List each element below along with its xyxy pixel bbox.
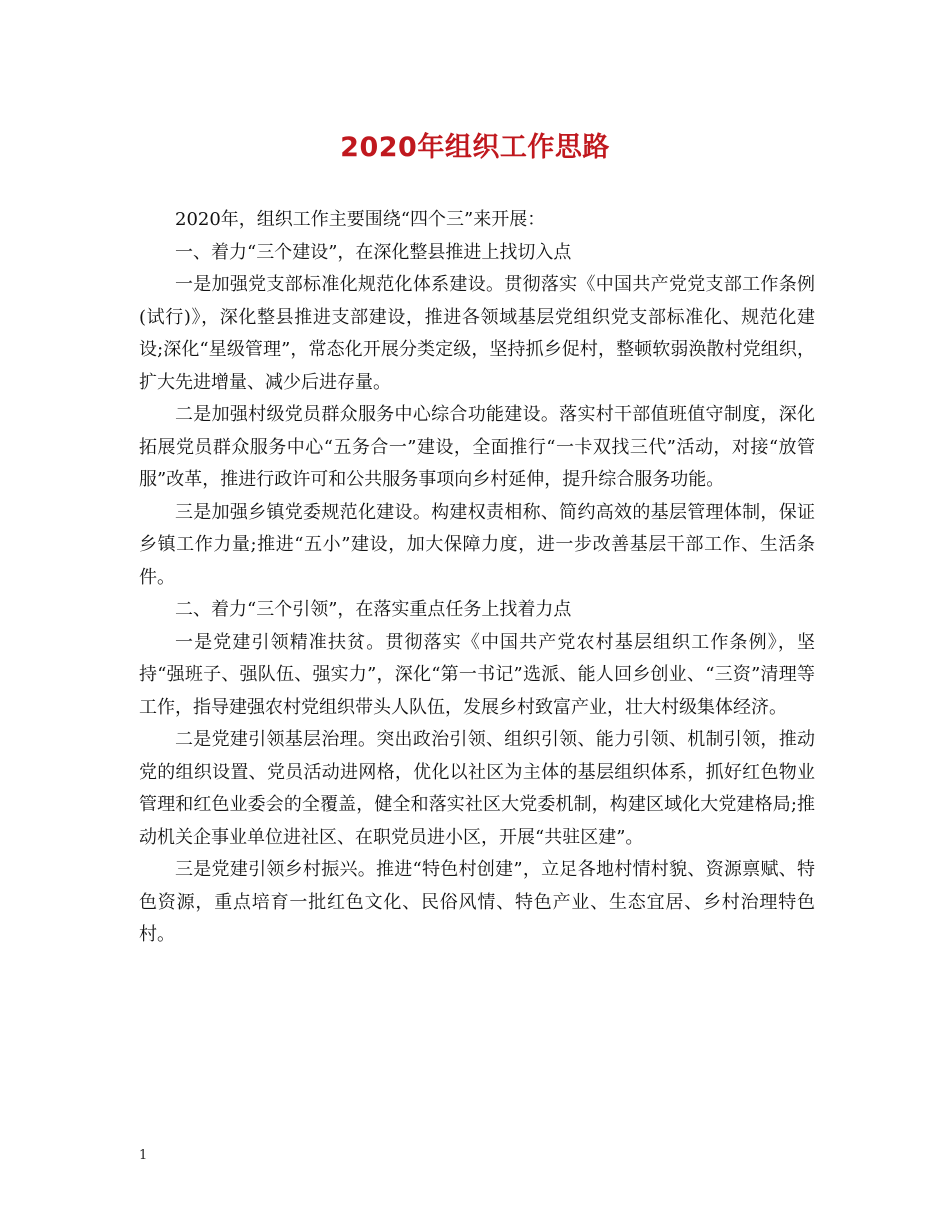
section-heading-2: 二、着力“三个引领”，在落实重点任务上找着力点: [175, 599, 572, 620]
page-number: 1: [139, 1148, 148, 1163]
paragraph-2-3: 三是党建引领乡村振兴。推进“特色村创建”，立足各地村情村貌、资源禀赋、特色资源，重点培育一批红色文化、民俗风情、特色产业、生态宜居、乡村治理特色村。: [139, 859, 815, 945]
document-body: [139, 204, 815, 952]
document-title: 2020年组织工作思路: [340, 132, 610, 163]
paragraph-2-2: 二是党建引领基层治理。突出政治引领、组织引领、能力引领、机制引领，推动党的组织设置、党员活动进网格，优化以社区为主体的基层组织体系，抓好红色物业管理和红色业委会的全覆盖，健全和落实社区大党委机制，构建区域化大党建格局;推动机关企事业单位进社区、在职党员进小区，开展“共驻区建”。: [139, 729, 815, 848]
paragraph-1-1: 一是加强党支部标准化规范化体系建设。贯彻落实《中国共产党党支部工作条例(试行)》，深化整县推进支部建设，推进各领域基层党组织党支部标准化、规范化建设;深化“星级管理”，常态化开展分类定级，坚持抓乡促村，整顿软弱涣散村党组织，扩大先进增量、减少后进存量。: [139, 274, 815, 393]
paragraph-intro: 2020年，组织工作主要围绕“四个三”来开展：: [175, 209, 546, 230]
paragraph-2-1: 一是党建引领精准扶贫。贯彻落实《中国共产党农村基层组织工作条例》，坚持“强班子、强队伍、强实力”，深化“第一书记”选派、能人回乡创业、“三资”清理等工作，指导建强农村党组织带头人队伍，发展乡村致富产业，壮大村级集体经济。: [139, 631, 815, 718]
paragraph-1-2: 二是加强村级党员群众服务中心综合功能建设。落实村干部值班值守制度，深化拓展党员群众服务中心“五务合一”建设，全面推行“一卡双找三代”活动，对接“放管服”改革，推进行政许可和公共服务事项向乡村延伸，提升综合服务功能。: [139, 404, 815, 490]
section-heading-1: 一、着力“三个建设”，在深化整县推进上找切入点: [175, 241, 572, 263]
paragraph-1-3: 三是加强乡镇党委规范化建设。构建权责相称、简约高效的基层管理体制，保证乡镇工作力量;推进“五小”建设，加大保障力度，进一步改善基层干部工作、生活条件。: [139, 501, 815, 588]
